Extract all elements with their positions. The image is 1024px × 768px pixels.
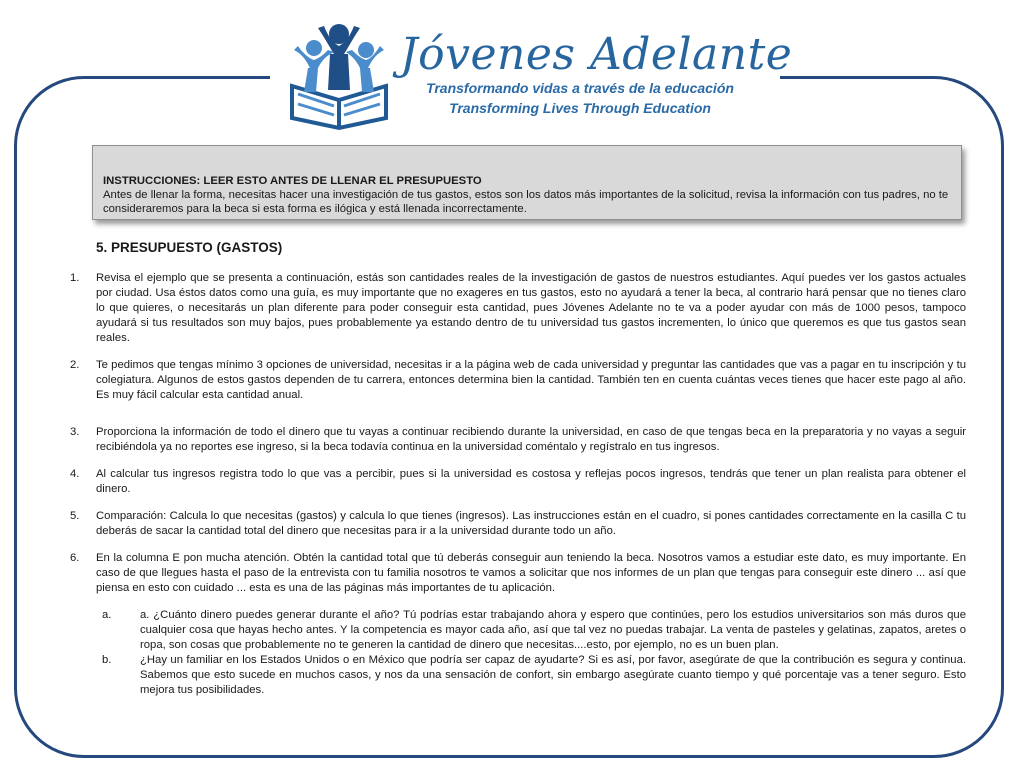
list-item-text: Te pedimos que tengas mínimo 3 opciones de universidad, necesitas ir a la página web de cada universidad y preguntar las cantidades que vas a pagar en tu inscripción y tu colegiatura. Algunos de estos gastos dependen de tu carrera, entonces determina bien la cantidad. También ten en cuenta cuántas veces tienes que hacer este pago al año. Es muy fácil calcular esta cantidad anual. <box>96 359 966 401</box>
list-item-number: 5. <box>70 510 80 522</box>
list-item-text: En la columna E pon mucha atención. Obtén la cantidad total que tú deberás conseguir aun teniendo la beca. Nosotros vamos a estudiar este dato, es muy importante. En caso de que llegues hasta el paso de la entrevista con tu familia nosotros te vamos a solicitar que nos informes de un plan que tengas para conseguir este dinero ... así que piensa en esto con cuidado ... esta es una de las páginas más importantes de tu aplicación. <box>96 552 966 594</box>
list-item <box>70 467 966 497</box>
list-item <box>70 551 966 596</box>
sub-list-item <box>96 608 966 653</box>
list-item-text: Proporciona la información de todo el dinero que tu vayas a continuar recibiendo durante la universidad, en caso de que tengas beca en la preparatoria y no vayas a seguir recibiéndola ya no reportes ese ingreso, si la beca todavía continua en la universidad coméntalo y regístralo en tus ingresos. <box>96 426 966 453</box>
list-item-number: 1. <box>70 272 80 284</box>
list-item <box>70 509 966 539</box>
section-title: 5. PRESUPUESTO (GASTOS) <box>96 240 283 255</box>
list-item-text: Revisa el ejemplo que se presenta a continuación, estás son cantidades reales de la investigación de gastos de nuestros estudiantes. Aquí puedes ver los gastos actuales por ciudad. Usa éstos datos como una guía, es muy importante que no exageres en tus gastos, esto no ayudará a tener la beca, al contrario hará pensar que no tienes claro lo que quieres, o necesitarás un plan diferente para poder conseguir esta cantidad, pues Jóvenes Adelante no te va a poder ayudar con más de 1000 pesos, tampoco ayudará si tus resultados son muy bajos, pues probablemente ya estando dentro de tu universidad tus gastos incrementen, lo único que queremos es que tus gastos sean reales. <box>96 272 966 344</box>
list-item-number: 6. <box>70 552 80 564</box>
tagline-spanish: Transformando vidas a través de la educación <box>426 80 734 96</box>
list-item-text: Comparación: Calcula lo que necesitas (gastos) y calcula lo que tienes (ingresos). Las instrucciones están en el cuadro, si pones cantidades correctamente en la casilla C tu deberás de sacar la cantidad total del dinero que necesitas para ir a la universidad durante todo un año. <box>96 510 966 537</box>
list-item <box>70 358 966 403</box>
instructions-title: INSTRUCCIONES: LEER ESTO ANTES DE LLENAR EL PRESUPUESTO <box>103 175 482 187</box>
list-item <box>70 271 966 346</box>
instructions-body: Antes de llenar la forma, necesitas hacer una investigación de tus gastos, estos son los datos más importantes de la solicitud, revisa la información con tus padres, no te consideraremos para la beca si esta forma es ilógica y está llenada incorrectamente. <box>103 189 949 215</box>
tagline-english: Transforming Lives Through Education <box>449 100 711 116</box>
brand-header <box>270 16 793 136</box>
sub-list-item-letter: a. <box>102 609 112 621</box>
brand-title: Jóvenes Adelante <box>400 29 793 80</box>
sub-list-item-letter: b. <box>102 654 112 666</box>
list-item-number: 3. <box>70 426 80 438</box>
sub-list <box>70 608 966 698</box>
instructions-box <box>92 145 962 220</box>
sub-list-item <box>96 653 966 698</box>
sub-list-item-text: ¿Hay un familiar en los Estados Unidos o en México que podría ser capaz de ayudarte? Si es así, por favor, asegúrate de que la contribución es segura y continua. Sabemos que esto sucede en muchos casos, y nos da una sensación de confort, sin embargo asegúrate cuanto tiempo y qué porcentaje vas a tener seguro. Esto mejora tus posibilidades. <box>140 654 966 696</box>
numbered-list <box>70 271 966 698</box>
list-item-number: 4. <box>70 468 80 480</box>
sub-list-item-text: a. ¿Cuánto dinero puedes generar durante el año? Tú podrías estar trabajando ahora y espero que continúes, pero los estudios universitarios son más duros que cualquier cosa que hayas hecho antes. Y la competencia es mayor cada año, así que tal vez no puedas trabajar. La venta de pasteles y gelatinas, zapatos, aretes o ropa, son cosas que probablemente no te generen la cantidad de dinero que necesitas....esto, por ejemplo, no es un buen plan. <box>140 609 966 651</box>
list-item-number: 2. <box>70 359 80 371</box>
people-on-open-book-icon <box>284 20 394 132</box>
list-item-text: Al calcular tus ingresos registra todo lo que vas a percibir, pues si la universidad es costosa y reflejas pocos ingresos, tendrás que tener un plan realista para obtener el dinero. <box>96 468 966 495</box>
list-item <box>70 425 966 455</box>
